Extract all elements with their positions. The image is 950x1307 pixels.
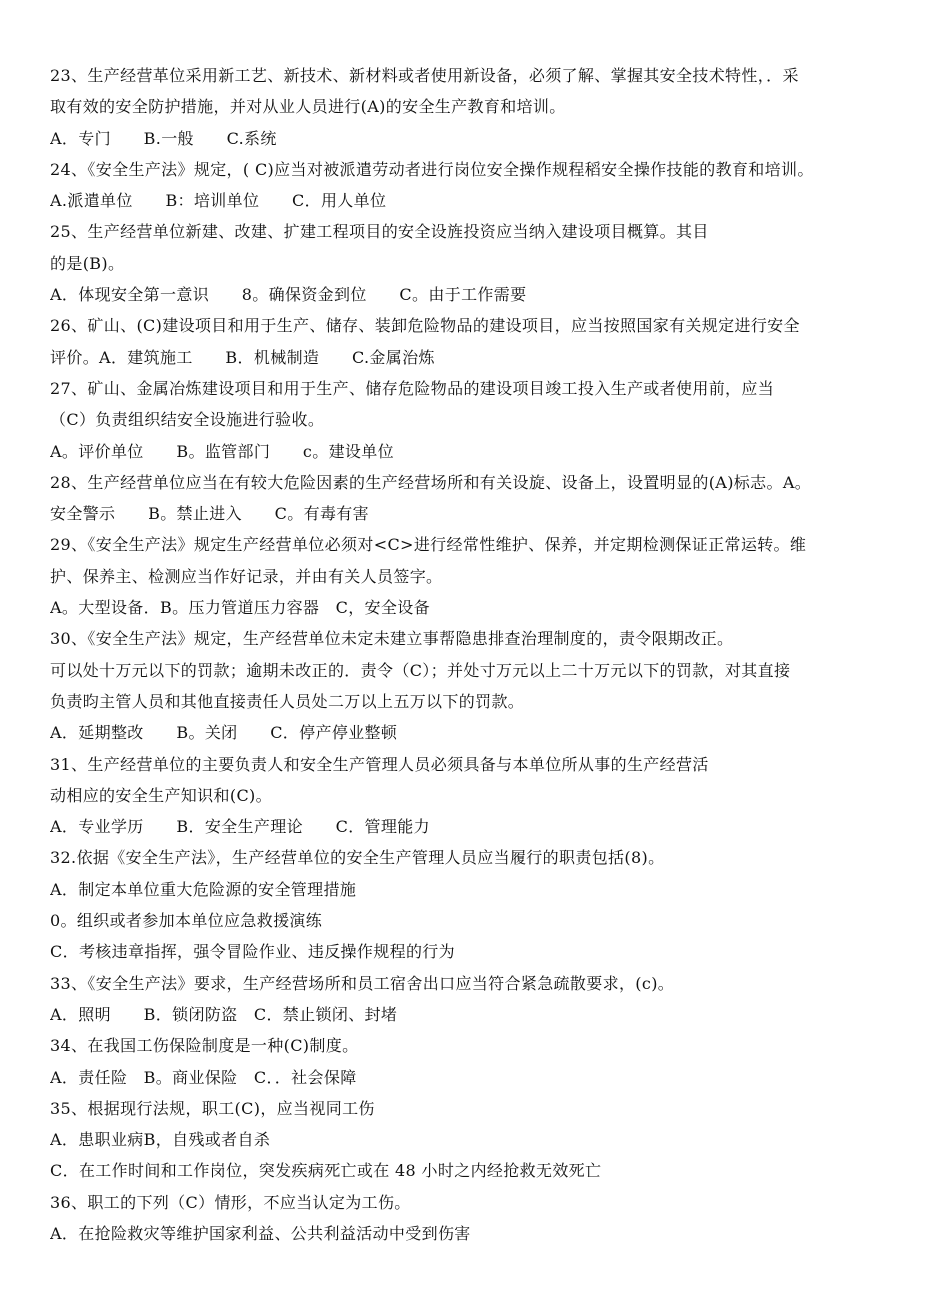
text-line: A．照明 B．锁闭防盗 C．禁止锁闭、封堵 — [50, 1004, 398, 1024]
text-line: A．患职业病B，自残或者自杀 — [50, 1130, 271, 1150]
text-line: 32.依据《安全生产法》，生产经营单位的安全生产管理人员应当履行的职责包括(8)。 — [50, 848, 665, 868]
text-line: 29、《安全生产法》规定生产经营单位必须对<C>进行经常性维护、保养，并定期检测保证正常运转。维 — [50, 535, 807, 555]
text-line: A．在抢险救灾等维护国家利益、公共利益活动中受到伤害 — [50, 1223, 471, 1243]
text-line: A．体现安全第一意识 8。确保资金到位 C。由于工作需要 — [50, 285, 527, 305]
text-line: 36、职工的下列（C）情形，不应当认定为工伤。 — [50, 1192, 411, 1212]
text-line: 28、生产经营单位应当在有较大危险因素的生产经营场所和有关设旋、设备上，设置明显的(A)标志。A。 — [50, 472, 812, 492]
text-line: 35、根据现行法规，职工(C)，应当视同工伤 — [50, 1098, 375, 1118]
text-line: 护、保养主、检测应当作好记录，并由有关人员签字。 — [50, 566, 443, 586]
text-line: C．考核违章指挥，强令冒险作业、违反操作规程的行为 — [50, 942, 455, 962]
text-line: 33、《安全生产法》要求，生产经营场所和员工宿舍出口应当符合紧急疏散要求，(c)。 — [50, 973, 675, 993]
text-line: C．在工作时间和工作岗位，突发疾病死亡或在 48 小时之内经抢救无效死亡 — [50, 1161, 602, 1181]
text-line: 安全警示 B。禁止进入 C。有毒有害 — [50, 504, 370, 524]
text-line: 可以处十万元以下的罚款；逾期未改正的．责令（C）；并处寸万元以上二十万元以下的罚款，对其直接 — [50, 660, 791, 680]
text-line: 25、生产经营单位新建、改建、扩建工程项目的安全设旌投资应当纳入建设项目概算。其目 — [50, 222, 709, 242]
text-line: 30、《安全生产法》规定，生产经营单位未定未建立事帮隐患排查治理制度的，责令限期改正。 — [50, 629, 734, 649]
document-body — [50, 60, 905, 1249]
text-line: 的是(B)。 — [50, 253, 125, 273]
text-line: 27、矿山、金属冶炼建设项目和用于生产、储存危险物品的建设项目竣工投入生产或者使用前，应当 — [50, 378, 775, 398]
text-line: A．责任险 B。商业保险 C．．社会保障 — [50, 1067, 357, 1087]
text-line: 23、生产经营革位采用新工艺、新技术、新材料或者使用新设备，必须了解、掌握其安全技术特性，．采 — [50, 66, 799, 85]
text-line: A．制定本单位重大危险源的安全管理措施 — [50, 879, 357, 899]
text-line: 24、《安全生产法》规定，( C)应当对被派遣劳动者进行岗位安全操作规程稻安全操作技能的教育和培训。 — [50, 159, 814, 179]
text-line: 评价。A．建筑施工 B．机械制造 C.金属治炼 — [50, 347, 435, 367]
text-line: 34、在我国工伤保险制度是一种(C)制度。 — [50, 1036, 359, 1056]
text-line: 0。组织或者参加本单位应急救援演练 — [50, 911, 323, 931]
text-line: A。大型设备．B。压力管道压力容器 C，安全设备 — [50, 598, 430, 618]
text-line: A．专门 B.一般 C.系统 — [50, 128, 277, 148]
text-line: 动相应的安全生产知识和(C)。 — [50, 785, 272, 805]
text-line: A．延期整改 B。关闭 C．停产停业整顿 — [50, 723, 398, 743]
text-line: 26、矿山、(C)建设项目和用于生产、储存、装卸危险物品的建设项目，应当按照国家有关规定进行安全 — [50, 316, 800, 336]
text-line: （C）负责组织结安全设施进行验收。 — [50, 410, 325, 430]
text-line: 31、生产经营单位的主要负责人和安全生产管理人员必须具备与本单位所从事的生产经营活 — [50, 754, 709, 774]
text-line: A．专业学历 B．安全生产理论 C．管理能力 — [50, 817, 430, 837]
text-line: 取有效的安全防护措施，并对从业人员进行(A)的安全生产教育和培训。 — [50, 97, 566, 117]
text-line: A。评价单位 B。监管部门 c。建设单位 — [50, 441, 394, 461]
text-line: A.派遣单位 B：培训单位 C．用人单位 — [50, 191, 387, 211]
text-line: 负责昀主管人员和其他直接责任人员处二万以上五万以下的罚款。 — [50, 691, 525, 711]
